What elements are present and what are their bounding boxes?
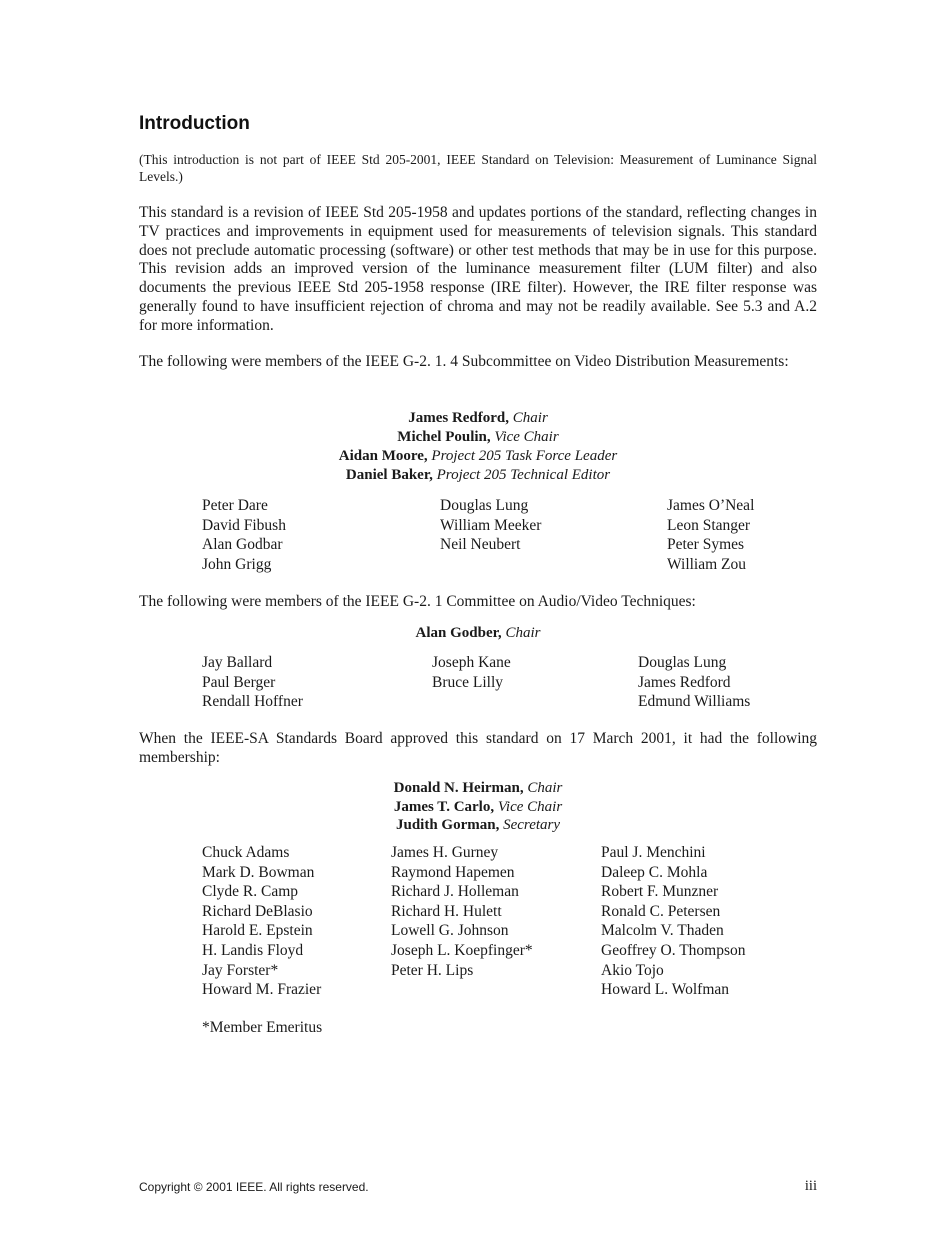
member-name: Robert F. Munzner xyxy=(601,883,719,901)
board-members-col-3 xyxy=(601,843,746,1000)
officer-name: Michel Poulin, xyxy=(397,429,491,445)
intro-note: (This introduction is not part of IEEE Std 205-2001, IEEE Standard on Television: Measurement of Luminance Signal Levels.) xyxy=(139,152,817,184)
officer-name: Judith Gorman, xyxy=(395,817,500,833)
committee-officers xyxy=(139,624,817,643)
officer-line xyxy=(139,428,817,447)
officer-name: Aidan Moore, xyxy=(338,448,428,464)
member-name: Jay Ballard xyxy=(202,654,273,671)
member-name: Joseph Kane xyxy=(432,654,511,671)
member-name: Paul Berger xyxy=(202,673,276,691)
board-members-col-1 xyxy=(202,843,321,1000)
member-name: James H. Gurney xyxy=(391,844,499,861)
member-name: H. Landis Floyd xyxy=(202,941,304,959)
member-name: Geoffrey O. Thompson xyxy=(601,941,746,959)
member-name: Neil Neubert xyxy=(440,536,521,554)
member-name: Chuck Adams xyxy=(202,844,290,861)
member-name: Raymond Hapemen xyxy=(391,863,515,881)
member-name: Alan Godbar xyxy=(202,536,283,554)
officer-line xyxy=(139,624,817,643)
officer-line xyxy=(139,466,817,485)
member-name: Ronald C. Petersen xyxy=(601,902,721,920)
officer-role: Chair xyxy=(505,625,541,641)
board-intro: When the IEEE-SA Standards Board approved this standard on 17 March 2001, it had the following membership: xyxy=(139,730,817,766)
officer-name: Donald N. Heirman, xyxy=(393,780,524,796)
officer-line xyxy=(139,816,817,835)
officer-role: Project 205 Technical Editor xyxy=(436,467,611,483)
member-name: Daleep C. Mohla xyxy=(601,863,708,881)
board-members-col-2 xyxy=(391,843,533,980)
page-title: Introduction xyxy=(139,113,250,134)
member-name: Leon Stanger xyxy=(667,516,751,534)
officer-line xyxy=(139,798,817,817)
member-name: Richard J. Holleman xyxy=(391,883,519,901)
member-name: Lowell G. Johnson xyxy=(391,922,509,940)
member-name: Jay Forster* xyxy=(202,961,279,979)
member-name: Howard M. Frazier xyxy=(202,981,322,999)
officer-name: James T. Carlo, xyxy=(393,798,495,815)
subcommittee-intro: The following were members of the IEEE G-2. 1. 4 Subcommittee on Video Distribution Measurements: xyxy=(139,353,789,370)
page-number: iii xyxy=(804,1178,817,1194)
officer-role: Project 205 Task Force Leader xyxy=(431,448,618,464)
member-name: Richard DeBlasio xyxy=(202,902,313,920)
board-officers xyxy=(139,779,817,835)
committee-intro: The following were members of the IEEE G-2. 1 Committee on Audio/Video Techniques: xyxy=(139,593,696,610)
member-name: Peter Dare xyxy=(202,497,268,514)
officer-name: Alan Godber, xyxy=(415,625,502,641)
copyright-notice: Copyright © 2001 IEEE. All rights reserved. xyxy=(139,1180,369,1194)
member-name: David Fibush xyxy=(202,516,286,534)
member-name: Richard H. Hulett xyxy=(391,902,502,920)
officer-role: Chair xyxy=(512,410,548,426)
subcommittee-members-col-1 xyxy=(202,496,286,574)
member-name: Clyde R. Camp xyxy=(202,883,299,901)
member-name: Douglas Lung xyxy=(638,654,727,671)
member-name: William Zou xyxy=(667,555,747,573)
member-name: Bruce Lilly xyxy=(432,673,504,691)
committee-members-col-2 xyxy=(432,653,511,692)
subcommittee-officers xyxy=(139,409,817,485)
member-name: Paul J. Menchini xyxy=(601,844,706,861)
subcommittee-members-col-2 xyxy=(440,496,541,555)
member-name: John Grigg xyxy=(202,555,272,573)
member-name: Peter Symes xyxy=(667,536,745,554)
member-name: James O’Neal xyxy=(667,497,755,514)
officer-name: James Redford, xyxy=(408,410,510,426)
member-name: Akio Tojo xyxy=(601,961,664,979)
member-name: James Redford xyxy=(638,673,731,691)
member-name: Rendall Hoffner xyxy=(202,693,303,711)
committee-members-col-1 xyxy=(202,653,303,712)
member-name: Malcolm V. Thaden xyxy=(601,922,724,940)
officer-role: Chair xyxy=(527,780,563,796)
subcommittee-members-col-3 xyxy=(667,496,754,574)
member-name: Harold E. Epstein xyxy=(202,922,313,940)
member-name: William Meeker xyxy=(440,516,542,534)
officer-role: Vice Chair xyxy=(494,429,559,445)
member-name: Edmund Williams xyxy=(638,693,751,711)
officer-role: Secretary xyxy=(503,817,561,833)
officer-line xyxy=(139,447,817,466)
intro-paragraph: This standard is a revision of IEEE Std 205-1958 and updates portions of the standard, reflecting changes in TV practices and improvements in equipment used for measurements of television signals. This standard does not preclude automatic processing (software) or other test methods that may be in use for this purpose. This revision adds an improved version of the luminance measurement filter (LUM filter) and also documents the previous IEEE Std 205-1958 response (IRE filter). However, the IRE filter response was generally found to have insufficient rejection of chroma and may not be readily available. See 5.3 and A.2 for more information. xyxy=(139,204,817,334)
member-name: Howard L. Wolfman xyxy=(601,981,730,999)
member-name: Mark D. Bowman xyxy=(202,863,315,881)
officer-role: Vice Chair xyxy=(497,798,563,815)
officer-line xyxy=(139,779,817,798)
member-name: Douglas Lung xyxy=(440,497,529,514)
committee-members-col-3 xyxy=(638,653,750,712)
member-name: Peter H. Lips xyxy=(391,961,474,979)
officer-name: Daniel Baker, xyxy=(345,467,433,483)
member-emeritus-footnote: *Member Emeritus xyxy=(202,1019,323,1036)
officer-line xyxy=(139,409,817,428)
member-name: Joseph L. Koepfinger* xyxy=(391,941,533,959)
